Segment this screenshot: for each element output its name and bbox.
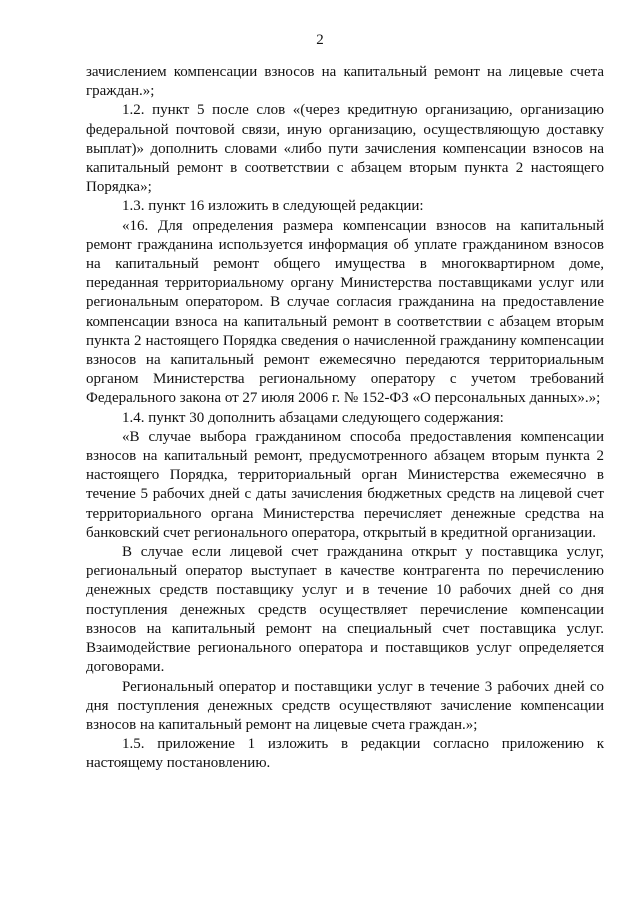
paragraph-continuation: зачислением компенсации взносов на капитальный ремонт на лицевые счета граждан.»; (86, 64, 604, 100)
paragraph-item-1-2: 1.2. пункт 5 после слов «(через кредитную организацию, организацию федеральной почтовой связи, иную организацию, осуществляющую доставку выплат)» дополнить словами «либо пути зачисления компенсации взносов на капитальный ремонт в соответствии с абзацем вторым пункта 2 настоящего Порядка»; (86, 102, 604, 196)
paragraph-item-1-4: 1.4. пункт 30 дополнить абзацами следующего содержания: (122, 409, 504, 426)
paragraph-point-16: «16. Для определения размера компенсации взносов на капитальный ремонт гражданина используется информация об уплате гражданином взносов на капитальный ремонт общего имущества в многоквартирном доме, переданная территориальному органу Министерства поставщиками услуг или региональным оператором. В случае согласия гражданина на предоставление компенсации взноса на капитальный ремонт в соответствии с абзацем вторым пункта 2 настоящего Порядка сведения о начисленной гражданину компенсации взносов на капитальный ремонт ежемесячно передаются территориальным органом Министерства региональному оператору с учетом требований Федерального закона от 27 июля 2006 г. № 152-ФЗ «О персональных данных».»; (86, 217, 604, 407)
paragraph-point-30-b: В случае если лицевой счет гражданина открыт у поставщика услуг, региональный оператор выступает в качестве контрагента по перечислению денежных средств поставщику услуг и в течение 10 рабочих дней со дня поступления денежных средств осуществляет перечисление компенсации взносов на капитальный ремонт на специальный счет поставщика услуг. Взаимодействие регионального оператора и поставщиков услуг определяется договорами. (86, 544, 604, 676)
page-number: 2 (316, 32, 324, 48)
paragraph-point-30-a: «В случае выбора гражданином способа предоставления компенсации взносов на капитальный ремонт, предусмотренного абзацем вторым пункта 2 настоящего Порядка, территориальный орган Министерства ежемесячно в течение 5 рабочих дней с даты зачисления бюджетных средств на лицевой счет территориального органа Министерства перечисляет денежные средства на банковский счет регионального оператора, открытый в кредитной организации. (86, 428, 604, 541)
paragraph-item-1-5: 1.5. приложение 1 изложить в редакции согласно приложению к настоящему постановлению. (86, 736, 604, 772)
paragraph-point-30-c: Региональный оператор и поставщики услуг в течение 3 рабочих дней со дня поступления денежных средств осуществляют зачисление компенсации взносов на капитальный ремонт на лицевые счета граждан.»; (86, 678, 604, 733)
paragraph-item-1-3: 1.3. пункт 16 изложить в следующей редакции: (122, 198, 424, 215)
document-body (86, 63, 604, 774)
